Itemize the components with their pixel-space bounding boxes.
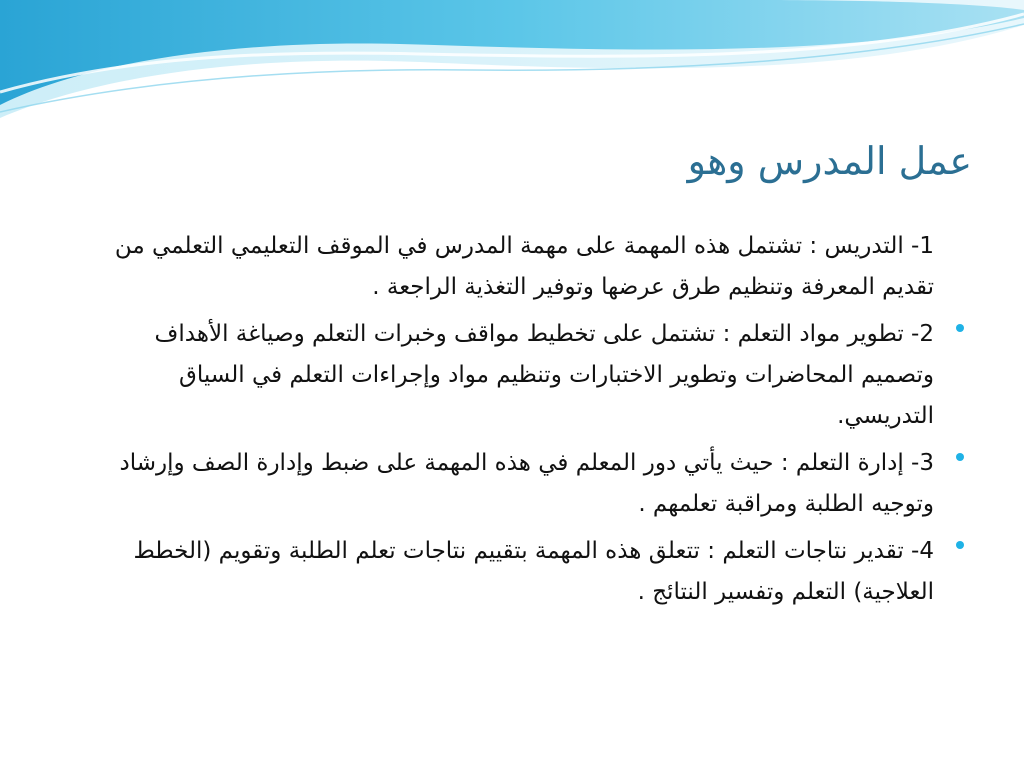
paragraph-text: 3- إدارة التعلم : حيث يأتي دور المعلم في هذه المهمة على ضبط وإدارة الصف وإرشاد وتوجيه الطلبة ومراقبة تعلمهم . [119,450,934,517]
bullet-dot-icon [956,541,964,549]
paragraph-assessment [84,531,934,613]
paragraph-text: 1- التدريس : تشتمل هذه المهمة على مهمة المدرس في الموقف التعليمي التعلمي من تقديم المعرفة وتنظيم طرق عرضها وتوفير التغذية الراجعة . [114,233,934,300]
paragraph-text: 2- تطوير مواد التعلم : تشتمل على تخطيط مواقف وخبرات التعلم وصياغة الأهداف وتصميم المحاضرات وتطوير الاختبارات وتنظيم مواد وإجراءات التعلم في السياق التدريسي. [154,321,934,429]
header-wave-decoration [0,0,1024,140]
slide-body [84,226,934,619]
slide-title: عمل المدرس وهو [687,139,972,183]
paragraph-teaching [84,226,934,308]
bullet-dot-icon [956,453,964,461]
paragraph-materials [84,314,934,437]
paragraph-text: 4- تقدير نتاجات التعلم : تتعلق هذه المهمة بتقييم نتاجات تعلم الطلبة وتقويم (الخطط العلاجية) التعلم وتفسير النتائج . [133,538,934,605]
bullet-dot-icon [956,324,964,332]
paragraph-management [84,443,934,525]
